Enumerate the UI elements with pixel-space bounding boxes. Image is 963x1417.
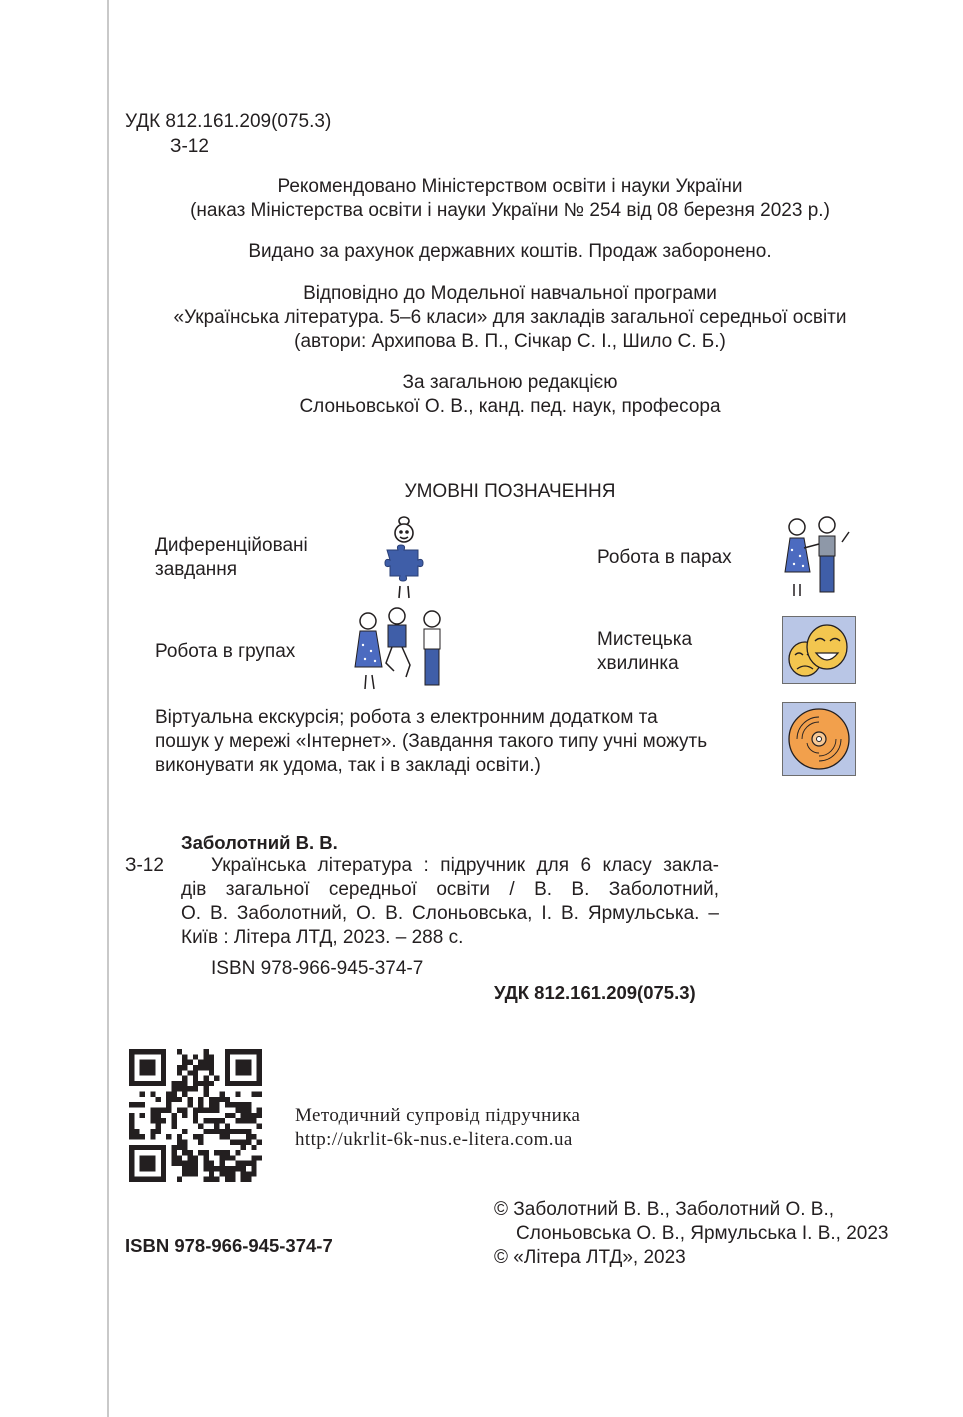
catalog-code-header: З-12 xyxy=(170,136,209,157)
editor-line-1: За загальною редакцією xyxy=(402,372,618,393)
legend-virtual-line-3: виконувати як удома, так і в закладі освіти.) xyxy=(155,755,541,776)
editor-line-2: Слоньовської О. В., канд. пед. наук, професора xyxy=(299,396,721,417)
legend-groups-label: Робота в групах xyxy=(155,641,296,662)
udk-header: УДК 812.161.209(075.3) xyxy=(125,111,332,132)
copyright-publisher: © «Літера ЛТД», 2023 xyxy=(494,1247,686,1268)
legend-art-line-2: хвилинка xyxy=(597,653,679,674)
program-line-1: Відповідно до Модельної навчальної програми xyxy=(303,283,717,304)
support-url[interactable]: http://ukrlit-6k-nus.e-litera.com.ua xyxy=(295,1129,573,1150)
catalog-code: З-12 xyxy=(125,855,164,876)
legend-virtual-line-1: Віртуальна екскурсія; робота з електронним додатком та xyxy=(155,707,658,728)
program-line-2: «Українська література. 5–6 класи» для закладів загальної середньої освіти xyxy=(173,307,847,328)
qr-code xyxy=(129,1049,262,1182)
recommendation-line-1: Рекомендовано Міністерством освіти і науки України xyxy=(277,176,743,197)
catalog-line-4: Київ : Літера ЛТД, 2023. – 288 с. xyxy=(181,927,464,948)
funding-note: Видано за рахунок державних коштів. Продаж заборонено. xyxy=(248,241,772,262)
legend-virtual-line-2: пошук у мережі «Інтернет». (Завдання такого типу учні можуть xyxy=(155,731,708,752)
legend-title: УМОВНІ ПОЗНАЧЕННЯ xyxy=(404,481,616,502)
art-minute-icon-box xyxy=(782,616,856,684)
legend-pairs-label: Робота в парах xyxy=(597,547,732,568)
legend-differentiated-line-1: Диференційовані xyxy=(155,535,308,556)
legend-art-line-1: Мистецька xyxy=(597,629,693,650)
virtual-excursion-icon-box xyxy=(782,702,856,776)
legend-differentiated-line-2: завдання xyxy=(155,559,238,580)
footer-isbn: ISBN 978-966-945-374-7 xyxy=(125,1235,333,1256)
group-work-icon xyxy=(352,605,450,691)
recommendation-line-2: (наказ Міністерства освіти і науки України № 254 від 08 березня 2023 р.) xyxy=(190,200,830,221)
support-label: Методичний супровід підручника xyxy=(295,1105,581,1126)
catalog-line-1: Українська література : підручник для 6 класу закла- xyxy=(211,855,719,876)
catalog-udk: УДК 812.161.209(075.3) xyxy=(494,982,696,1003)
puzzle-girl-icon xyxy=(378,514,430,600)
catalog-author: Заболотний В. В. xyxy=(181,832,338,853)
theatre-masks-icon xyxy=(783,617,855,683)
page-margin-line xyxy=(107,0,109,1417)
copyright-authors-line-2: Слоньовська О. В., Ярмульська І. В., 2023 xyxy=(516,1223,889,1244)
disc-icon xyxy=(783,703,855,775)
catalog-line-3: О. В. Заболотний, О. В. Слоньовська, І. В. Ярмульська. – xyxy=(181,903,719,924)
catalog-line-2: дів загальної середньої освіти / В. В. Заболотний, xyxy=(181,879,719,900)
catalog-isbn: ISBN 978-966-945-374-7 xyxy=(211,958,424,979)
pair-work-icon xyxy=(780,512,856,598)
copyright-authors-line-1: © Заболотний В. В., Заболотний О. В., xyxy=(494,1199,835,1220)
program-line-3: (автори: Архипова В. П., Січкар С. І., Шило С. Б.) xyxy=(294,331,726,352)
